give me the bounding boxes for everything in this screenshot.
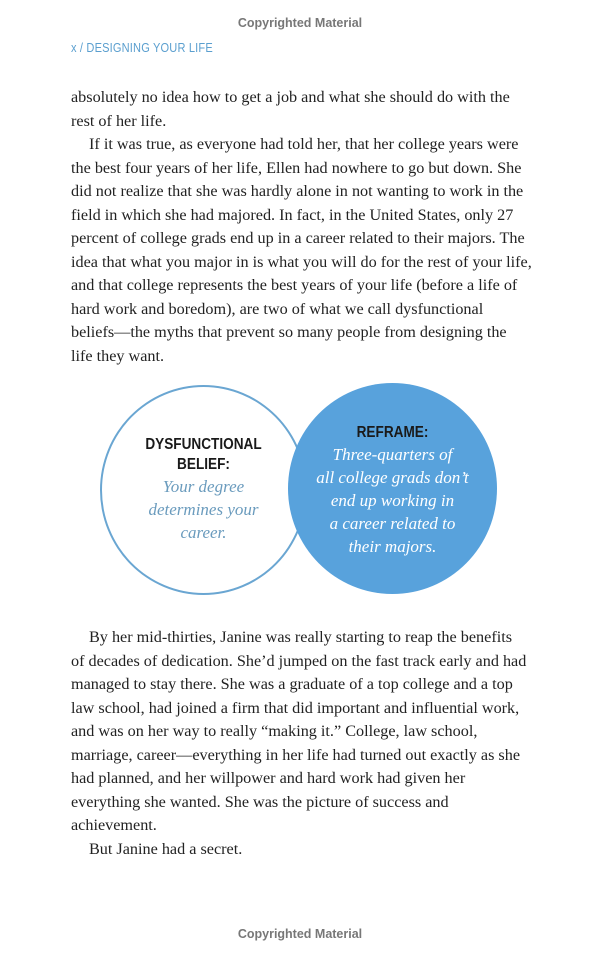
reframe-circle [288,383,497,594]
copyright-watermark: Copyrighted Material [237,16,363,30]
running-header: x / DESIGNING YOUR LIFE [71,40,213,55]
paragraph [71,626,541,861]
copyright-watermark: Copyrighted Material [237,927,363,941]
text-line: everything she wanted. She was the picture of success and [71,792,449,811]
belief-text: determines your [148,500,259,519]
belief-title: BELIEF: [177,456,230,473]
text-line: beliefs—the myths that prevent so many people from designing the [71,323,507,341]
text-line: absolutely no idea how to get a job and what she should do with the [71,88,510,106]
belief-text: career. [180,523,227,542]
text-line: rest of her life. [71,111,167,130]
text-line: marriage, career—everything in her life had turned out exactly as she [71,745,521,764]
paragraph [71,86,541,368]
text-line: field in which she had majored. In fact, in the United States, only 27 [71,205,514,224]
reframe-title: REFRAME: [356,424,429,441]
text-line: By her mid-thirties, Janine was really starting to reap the benefits [89,628,513,646]
text-line: did not realize that she was hardly alone in not wanting to work in the [71,182,524,200]
belief-title: DYSFUNCTIONAL [145,436,262,453]
reframe-text: end up working in [330,491,455,510]
dysfunctional-belief-circle [100,385,307,595]
text-line: hard work and boredom), are two of what we call dysfunctional [71,299,484,318]
text-line: had planned, and her willpower and hard work had given her [71,769,466,787]
text-line: But Janine had a secret. [89,839,243,858]
reframe-text: their majors. [348,537,437,556]
reframe-text: a career related to [329,514,456,533]
text-line: life they want. [71,346,165,365]
text-line: achievement. [71,816,157,834]
reframe-text: Three-quarters of [332,445,453,464]
text-line: idea that what you major in is what you will do for the rest of your life, [71,252,532,271]
text-line: and that college represents the best years of your life (before a life of [71,276,518,294]
text-line: of decades of dedication. She’d jumped on the fast track early and had [71,651,527,670]
text-line: percent of college grads end up in a career related to their majors. The [71,229,525,247]
belief-text: Your degree [162,477,245,496]
text-line: If it was true, as everyone had told her, that her college years were [89,135,519,153]
reframe-text: all college grads don’t [316,468,469,487]
text-line: law school, had joined a firm that did important and influential work, [71,698,520,717]
text-line: managed to stay there. She was a graduate of a top college and a top [71,675,513,693]
text-line: the best four years of her life, Ellen had nowhere to go but down. She [71,158,522,177]
text-line: and was on her way to really “making it.” College, law school, [71,722,478,740]
